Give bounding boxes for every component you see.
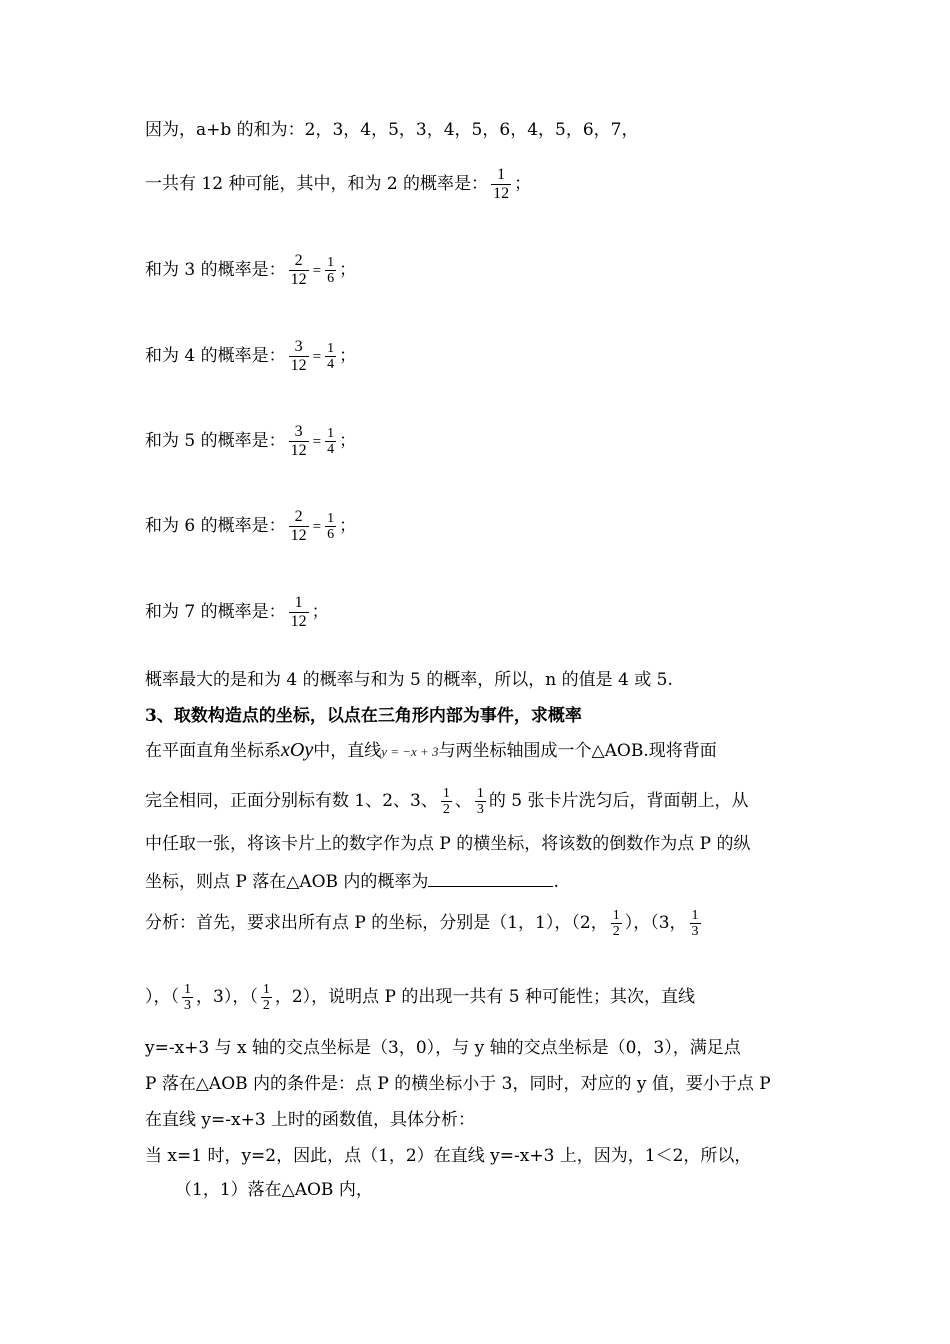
equals-sign: = (312, 433, 322, 450)
fraction (261, 982, 272, 1013)
text-segment: 与两坐标轴围成一个△AOB.现将背面 (438, 741, 717, 761)
numerator: 1 (294, 594, 303, 611)
denominator: 12 (290, 271, 307, 288)
numerator: 1 (497, 166, 506, 183)
text-segment: 和为 4 的概率是： (145, 346, 286, 366)
text-segment: 和为 7 的概率是： (145, 602, 286, 622)
denominator: 2 (442, 802, 450, 817)
denominator: 4 (327, 442, 335, 457)
text-segment: ； (339, 516, 357, 536)
denominator: 12 (493, 185, 510, 202)
fraction (289, 508, 309, 545)
denominator: 12 (290, 357, 307, 374)
fraction (611, 908, 622, 939)
text-segment: 在平面直角坐标系 (145, 741, 281, 761)
text-line-sum6 (145, 508, 356, 545)
text-segment: ，3），（ (196, 987, 258, 1007)
denominator: 3 (476, 802, 484, 817)
denominator: 6 (327, 527, 335, 542)
numerator: 2 (294, 252, 303, 269)
text-segment: ； (339, 346, 357, 366)
text-segment: 的 5 张卡片洗匀后，背面朝上，从 (488, 791, 749, 811)
numerator: 1 (476, 786, 484, 801)
text-line-sum5 (145, 423, 356, 460)
numerator: 3 (294, 338, 303, 355)
denominator: 2 (612, 924, 620, 939)
numerator: 1 (442, 786, 450, 801)
problem-line-2 (145, 786, 748, 817)
text-segment: 和为 3 的概率是： (145, 260, 286, 280)
problem-line-3: 中任取一张，将该卡片上的数字作为点 P 的横坐标，将该数的倒数作为点 P 的纵 (145, 834, 751, 854)
denominator: 3 (691, 924, 699, 939)
fraction (289, 338, 309, 375)
analysis-line-1 (145, 908, 704, 939)
analysis-line-2 (145, 982, 695, 1013)
fraction (325, 426, 336, 457)
math-expression: xOy (281, 739, 314, 761)
denominator: 12 (290, 613, 307, 630)
analysis-line-4: P 落在△AOB 内的条件是：点 P 的横坐标小于 3，同时，对应的 y 值，要小于点 P (145, 1074, 771, 1094)
fraction (325, 511, 336, 542)
numerator: 1 (327, 511, 335, 526)
text-line-sum3 (145, 252, 356, 289)
text-segment: 一共有 12 种可能，其中，和为 2 的概率是： (145, 174, 489, 194)
numerator: 1 (691, 908, 699, 923)
text-segment: ），（3， (624, 913, 687, 933)
numerator: 1 (612, 908, 620, 923)
text-segment: 坐标，则点 P 落在△AOB 内的概率为 (145, 872, 429, 892)
denominator: 12 (290, 527, 307, 544)
text-segment: ； (339, 260, 357, 280)
text-segment: 和为 6 的概率是： (145, 516, 286, 536)
text-segment: ； (339, 431, 357, 451)
numerator: 1 (327, 255, 335, 270)
fraction (289, 252, 309, 289)
fraction (475, 786, 486, 817)
text-segment: . (553, 872, 559, 892)
fraction (491, 166, 511, 203)
denominator: 2 (262, 998, 270, 1013)
text-segment: 中，直线 (313, 741, 382, 761)
text-segment: ； (514, 174, 532, 194)
fraction (325, 341, 336, 372)
analysis-line-6: 当 x=1 时，y=2，因此，点（1，2）在直线 y=-x+3 上，因为，1＜2，所以， (145, 1146, 752, 1166)
text-segment: 和为 5 的概率是： (145, 431, 286, 451)
fraction (182, 982, 193, 1013)
text-line-sum7 (145, 594, 329, 631)
denominator: 3 (184, 998, 191, 1013)
numerator: 1 (327, 341, 335, 356)
analysis-line-7: （1，1）落在△AOB 内， (175, 1180, 373, 1200)
equals-sign: = (312, 262, 322, 279)
text-line-sum4 (145, 338, 356, 375)
denominator: 4 (327, 357, 335, 372)
fraction (325, 255, 336, 286)
math-expression: y = −x + 3 (381, 744, 439, 759)
equals-sign: = (312, 348, 322, 365)
denominator: 6 (327, 271, 335, 286)
numerator: 2 (294, 508, 303, 525)
denominator: 12 (290, 442, 307, 459)
text-line-conclusion: 概率最大的是和为 4 的概率与和为 5 的概率，所以，n 的值是 4 或 5. (145, 670, 673, 690)
numerator: 1 (262, 982, 270, 997)
analysis-line-5: 在直线 y=-x+3 上时的函数值，具体分析： (145, 1110, 476, 1130)
text-segment: ），（ (145, 987, 179, 1007)
text-line-sum2 (145, 166, 531, 203)
text-segment: 完全相同，正面分别标有数 1、2、3、 (145, 791, 438, 811)
text-segment: 分析：首先，要求出所有点 P 的坐标，分别是（1，1），（2， (145, 913, 608, 933)
fraction (289, 423, 309, 460)
text-segment: 、 (454, 791, 472, 811)
answer-blank (428, 868, 553, 887)
fraction (441, 786, 452, 817)
numerator: 3 (294, 423, 303, 440)
equals-sign: = (312, 518, 322, 535)
problem-line-4 (145, 868, 559, 894)
text-line-sums: 因为，a+b 的和为：2，3，4，5，3，4，5，6，4，5，6，7， (145, 120, 639, 140)
numerator: 1 (184, 982, 191, 997)
text-segment: ，2），说明点 P 的出现一共有 5 种可能性；其次，直线 (274, 987, 696, 1007)
numerator: 1 (327, 426, 335, 441)
text-segment: ； (311, 602, 329, 622)
fraction (289, 594, 309, 631)
fraction (690, 908, 701, 939)
problem-line-1 (145, 738, 717, 764)
analysis-line-3: y=-x+3 与 x 轴的交点坐标是（3，0），与 y 轴的交点坐标是（0，3），满足点 (145, 1038, 741, 1058)
section-heading: 3、取数构造点的坐标，以点在三角形内部为事件，求概率 (145, 706, 582, 726)
